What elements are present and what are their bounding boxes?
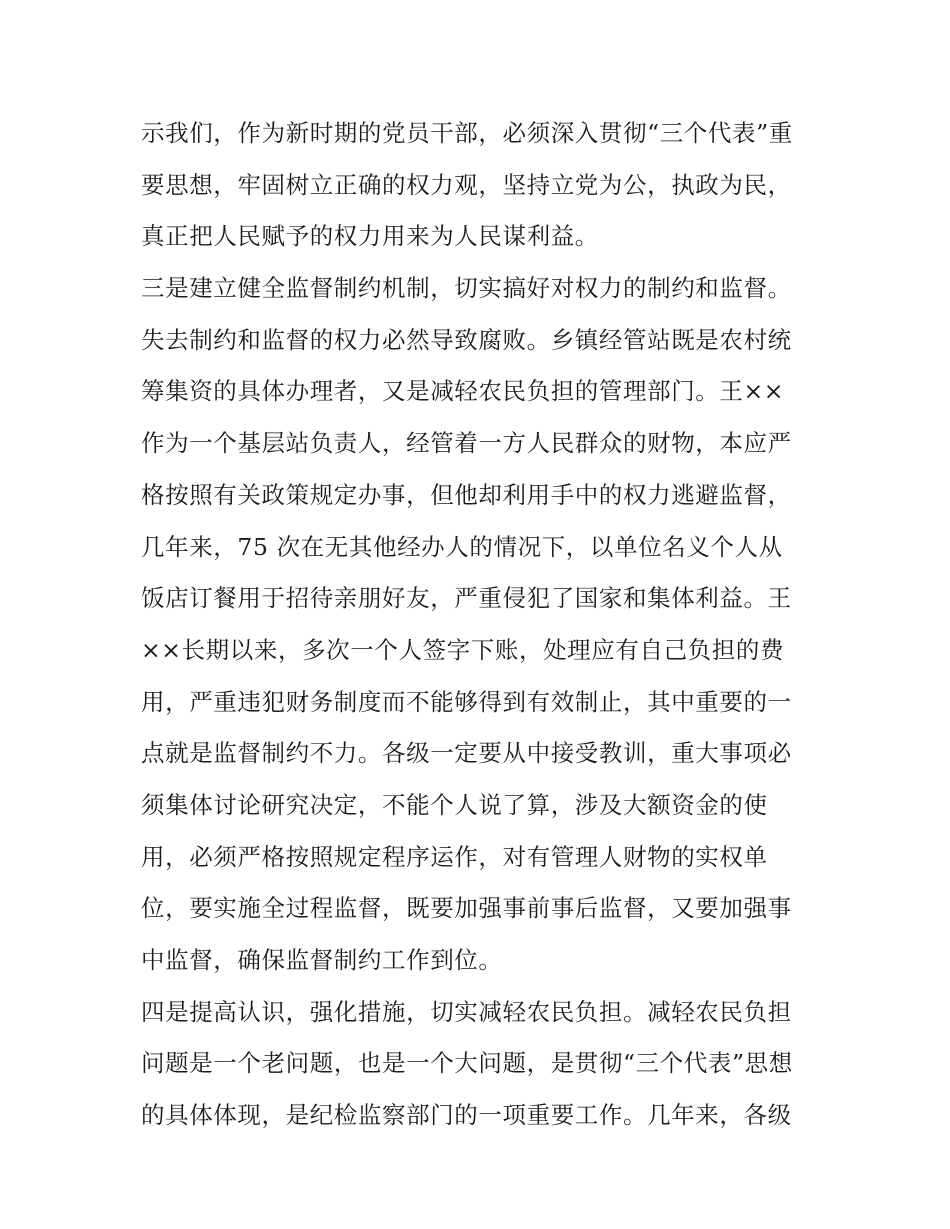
document-body	[141, 108, 821, 1142]
text-line: ××长期以来，多次一个人签字下账，处理应有自己负担的费	[141, 635, 785, 664]
text-line: 作为一个基层站负责人，经管着一方人民群众的财物，本应严	[141, 429, 792, 458]
text-line: 示我们，作为新时期的党员干部，必须深入贯彻“三个代表”重	[141, 119, 793, 147]
text-line: 问题是一个老问题，也是一个大问题，是贯彻“三个代表”思想	[141, 1049, 793, 1078]
text-line: 用，必须严格按照规定程序运作，对有管理人财物的实权单	[141, 842, 768, 871]
text-line: 筹集资的具体办理者，又是减轻农民负担的管理部门。王××	[141, 377, 785, 406]
text-line: 三是建立健全监督制约机制，切实搞好对权力的制约和监督。	[141, 274, 792, 303]
text-line: 几年来，75 次在无其他经办人的情况下，以单位名义个人从	[141, 532, 783, 561]
text-line: 要思想，牢固树立正确的权力观，坚持立党为公，执政为民，	[141, 170, 792, 199]
text-line: 的具体体现，是纪检监察部门的一项重要工作。几年来，各级	[141, 1101, 792, 1130]
text-line: 失去制约和监督的权力必然导致腐败。乡镇经管站既是农村统	[141, 325, 792, 354]
text-line: 饭店订餐用于招待亲朋好友，严重侵犯了国家和集体利益。王	[141, 584, 792, 613]
text-line: 用，严重违犯财务制度而不能够得到有效制止，其中重要的一	[141, 687, 792, 716]
text-line: 须集体讨论研究决定，不能个人说了算，涉及大额资金的使	[141, 790, 768, 819]
text-line: 真正把人民赋予的权力用来为人民谋利益。	[141, 222, 599, 251]
text-line: 格按照有关政策规定办事，但他却利用手中的权力逃避监督，	[141, 480, 792, 509]
text-line: 位，要实施全过程监督，既要加强事前事后监督，又要加强事	[141, 894, 792, 923]
text-line: 点就是监督制约不力。各级一定要从中接受教训，重大事项必	[141, 739, 792, 768]
text-line: 四是提高认识，强化措施，切实减轻农民负担。减轻农民负担	[141, 997, 792, 1026]
text-line: 中监督，确保监督制约工作到位。	[141, 946, 503, 974]
